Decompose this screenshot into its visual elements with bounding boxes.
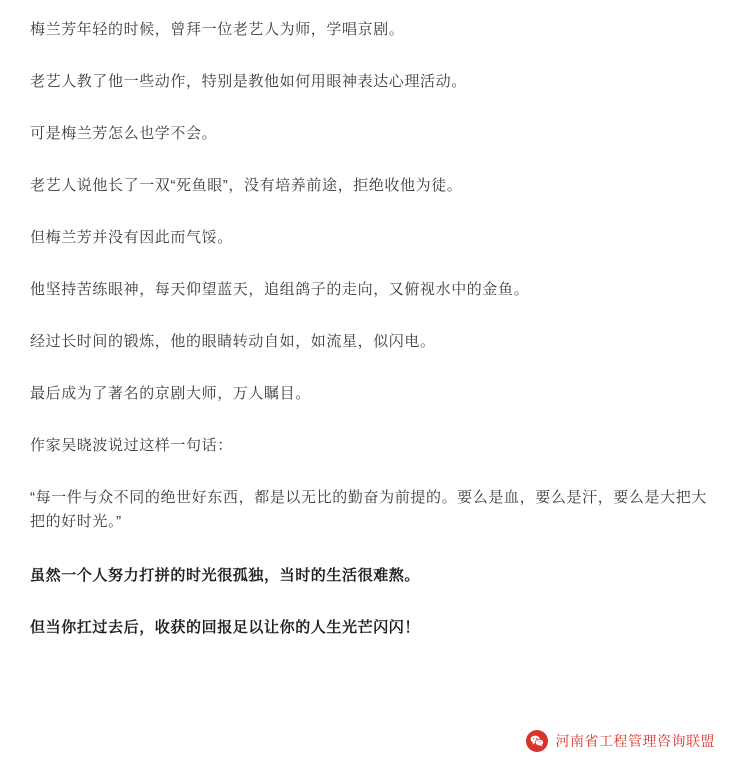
paragraph: 他坚持苦练眼神，每天仰望蓝天，追组鸽子的走向，又俯视水中的金鱼。 xyxy=(30,281,530,298)
paragraph: 梅兰芳年轻的时候，曾拜一位老艺人为师，学唱京剧。 xyxy=(30,21,405,38)
emphasis-paragraph: 虽然一个人努力打拼的时光很孤独，当时的生活很难熬。 xyxy=(30,567,421,584)
paragraph: 经过长时间的锻炼，他的眼睛转动自如，如流星，似闪电。 xyxy=(30,333,436,350)
paragraph: 但梅兰芳并没有因此而气馁。 xyxy=(30,229,233,246)
official-account-link[interactable] xyxy=(526,730,716,752)
paragraph: 老艺人说他长了一双“死鱼眼”，没有培养前途，拒绝收他为徒。 xyxy=(30,177,463,194)
emphasis-paragraph: 但当你扛过去后，收获的回报足以让你的人生光芒闪闪！ xyxy=(30,619,421,636)
paragraph: 可是梅兰芳怎么也学不会。 xyxy=(30,125,218,142)
paragraph: 老艺人教了他一些动作，特别是教他如何用眼神表达心理活动。 xyxy=(30,73,467,90)
wechat-icon xyxy=(526,730,548,752)
footer-bar xyxy=(0,713,737,769)
paragraph: 作家吴晓波说过这样一句话： xyxy=(30,437,233,454)
official-account-name: 河南省工程管理咨询联盟 xyxy=(555,733,715,749)
quote-paragraph: “每一件与众不同的绝世好东西，都是以无比的勤奋为前提的。要么是血，要么是汗，要么是大把大把的好时光。” xyxy=(30,489,707,530)
paragraph: 最后成为了著名的京剧大师，万人瞩目。 xyxy=(30,385,311,402)
